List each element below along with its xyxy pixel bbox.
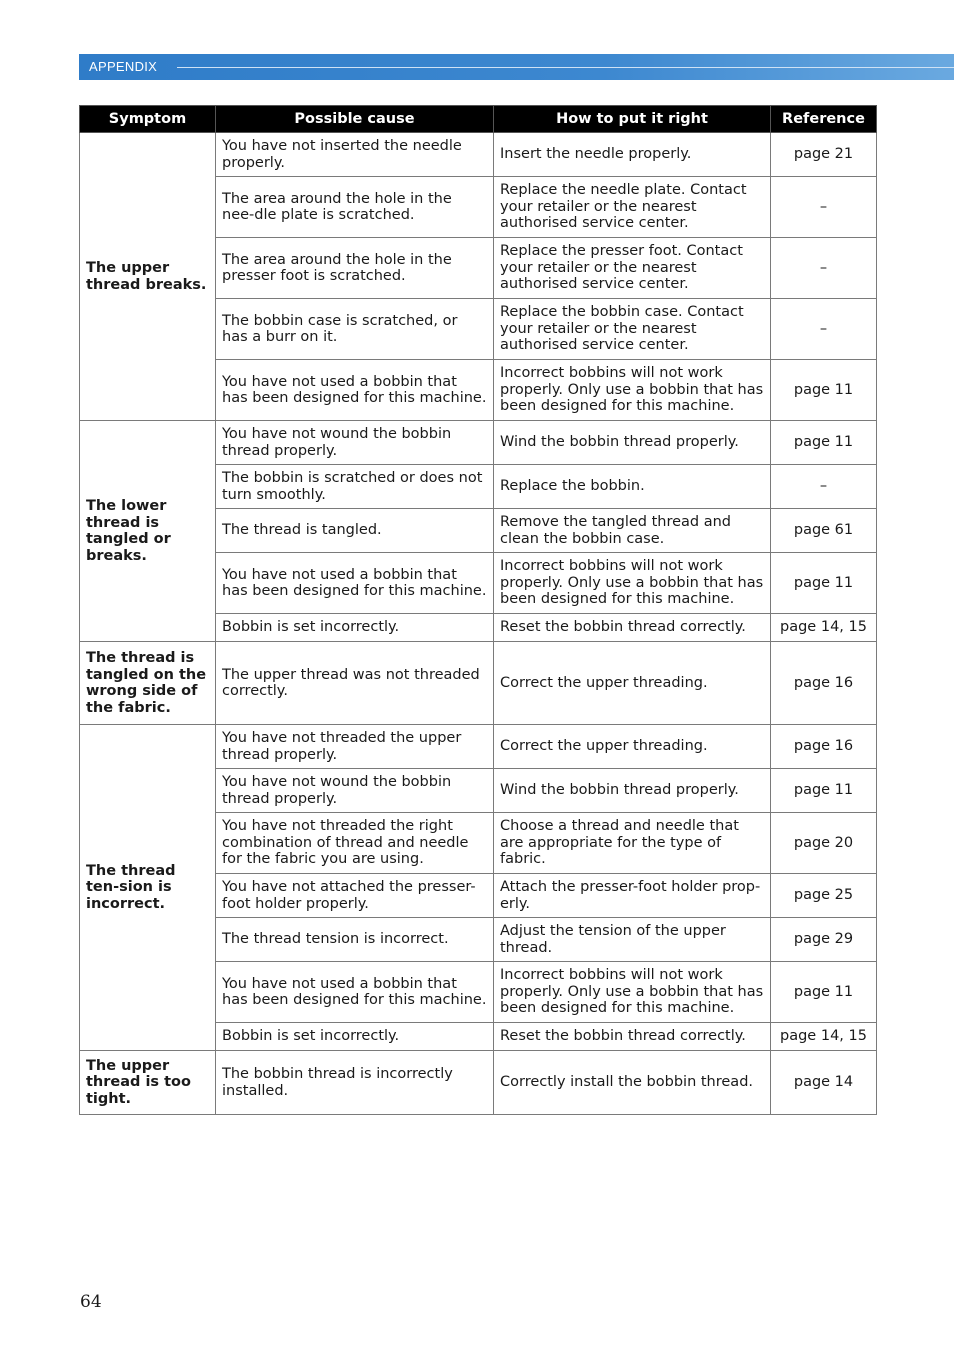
fix-cell: Adjust the tension of the upper thread. xyxy=(494,918,771,962)
symptom-cell: The lower thread is tangled or breaks. xyxy=(80,421,216,642)
fix-cell: Replace the presser foot. Contact your retailer or the nearest authorised service center. xyxy=(494,238,771,299)
fix-cell: Replace the needle plate. Contact your retailer or the nearest authorised service center. xyxy=(494,177,771,238)
cause-cell: The bobbin is scratched or does not turn smoothly. xyxy=(216,465,494,509)
reference-cell: page 11 xyxy=(771,962,877,1023)
fix-cell: Reset the bobbin thread correctly. xyxy=(494,1023,771,1051)
fix-cell: Replace the bobbin. xyxy=(494,465,771,509)
section-header-bar xyxy=(79,54,954,80)
fix-cell: Reset the bobbin thread correctly. xyxy=(494,614,771,642)
cause-cell: The thread tension is incorrect. xyxy=(216,918,494,962)
reference-cell: page 16 xyxy=(771,642,877,725)
column-header-fix: How to put it right xyxy=(494,106,771,133)
cause-cell: You have not used a bobbin that has been designed for this machine. xyxy=(216,553,494,614)
reference-cell: page 14 xyxy=(771,1051,877,1115)
fix-cell: Correctly install the bobbin thread. xyxy=(494,1051,771,1115)
fix-cell: Choose a thread and needle that are appropriate for the type of fabric. xyxy=(494,813,771,874)
fix-cell: Replace the bobbin case. Contact your retailer or the nearest authorised service center. xyxy=(494,299,771,360)
symptom-cell: The upper thread is too tight. xyxy=(80,1051,216,1115)
cause-cell: You have not inserted the needle properly. xyxy=(216,133,494,177)
reference-cell: page 21 xyxy=(771,133,877,177)
reference-cell: page 11 xyxy=(771,553,877,614)
table-row xyxy=(80,642,877,725)
reference-cell: page 25 xyxy=(771,874,877,918)
symptom-cell: The thread ten-sion is incorrect. xyxy=(80,725,216,1051)
reference-cell: – xyxy=(771,177,877,238)
reference-cell: page 11 xyxy=(771,769,877,813)
reference-cell: page 11 xyxy=(771,360,877,421)
fix-cell: Remove the tangled thread and clean the bobbin case. xyxy=(494,509,771,553)
table-row xyxy=(80,421,877,465)
cause-cell: You have not wound the bobbin thread properly. xyxy=(216,421,494,465)
cause-cell: Bobbin is set incorrectly. xyxy=(216,1023,494,1051)
reference-cell: page 61 xyxy=(771,509,877,553)
column-header-cause: Possible cause xyxy=(216,106,494,133)
column-header-reference: Reference xyxy=(771,106,877,133)
reference-cell: page 11 xyxy=(771,421,877,465)
cause-cell: You have not threaded the upper thread properly. xyxy=(216,725,494,769)
fix-cell: Insert the needle properly. xyxy=(494,133,771,177)
symptom-cell: The upper thread breaks. xyxy=(80,133,216,421)
fix-cell: Incorrect bobbins will not work properly. Only use a bobbin that has been designed for this machine. xyxy=(494,360,771,421)
cause-cell: You have not attached the presser-foot holder properly. xyxy=(216,874,494,918)
symptom-cell: The thread is tangled on the wrong side of the fabric. xyxy=(80,642,216,725)
reference-cell: page 20 xyxy=(771,813,877,874)
fix-cell: Incorrect bobbins will not work properly. Only use a bobbin that has been designed for this machine. xyxy=(494,553,771,614)
table-header-row xyxy=(80,106,877,133)
cause-cell: The bobbin case is scratched, or has a burr on it. xyxy=(216,299,494,360)
fix-cell: Attach the presser-foot holder prop-erly. xyxy=(494,874,771,918)
section-label: APPENDIX xyxy=(89,59,158,74)
cause-cell: The area around the hole in the nee-dle plate is scratched. xyxy=(216,177,494,238)
reference-cell: page 29 xyxy=(771,918,877,962)
table-row xyxy=(80,1051,877,1115)
cause-cell: You have not threaded the right combination of thread and needle for the fabric you are using. xyxy=(216,813,494,874)
cause-cell: You have not used a bobbin that has been designed for this machine. xyxy=(216,962,494,1023)
cause-cell: Bobbin is set incorrectly. xyxy=(216,614,494,642)
fix-cell: Correct the upper threading. xyxy=(494,725,771,769)
fix-cell: Wind the bobbin thread properly. xyxy=(494,769,771,813)
troubleshooting-table xyxy=(79,105,877,1115)
fix-cell: Wind the bobbin thread properly. xyxy=(494,421,771,465)
cause-cell: You have not used a bobbin that has been designed for this machine. xyxy=(216,360,494,421)
page-number: 64 xyxy=(80,1292,102,1312)
cause-cell: The area around the hole in the presser foot is scratched. xyxy=(216,238,494,299)
cause-cell: The upper thread was not threaded correctly. xyxy=(216,642,494,725)
cause-cell: The thread is tangled. xyxy=(216,509,494,553)
table-row xyxy=(80,725,877,769)
reference-cell: page 14, 15 xyxy=(771,1023,877,1051)
reference-cell: page 16 xyxy=(771,725,877,769)
fix-cell: Incorrect bobbins will not work properly. Only use a bobbin that has been designed for this machine. xyxy=(494,962,771,1023)
reference-cell: – xyxy=(771,299,877,360)
table-body xyxy=(80,133,877,1115)
reference-cell: – xyxy=(771,465,877,509)
column-header-symptom: Symptom xyxy=(80,106,216,133)
reference-cell: page 14, 15 xyxy=(771,614,877,642)
reference-cell: – xyxy=(771,238,877,299)
header-divider xyxy=(177,67,954,68)
fix-cell: Correct the upper threading. xyxy=(494,642,771,725)
cause-cell: The bobbin thread is incorrectly installed. xyxy=(216,1051,494,1115)
table-row xyxy=(80,133,877,177)
cause-cell: You have not wound the bobbin thread properly. xyxy=(216,769,494,813)
